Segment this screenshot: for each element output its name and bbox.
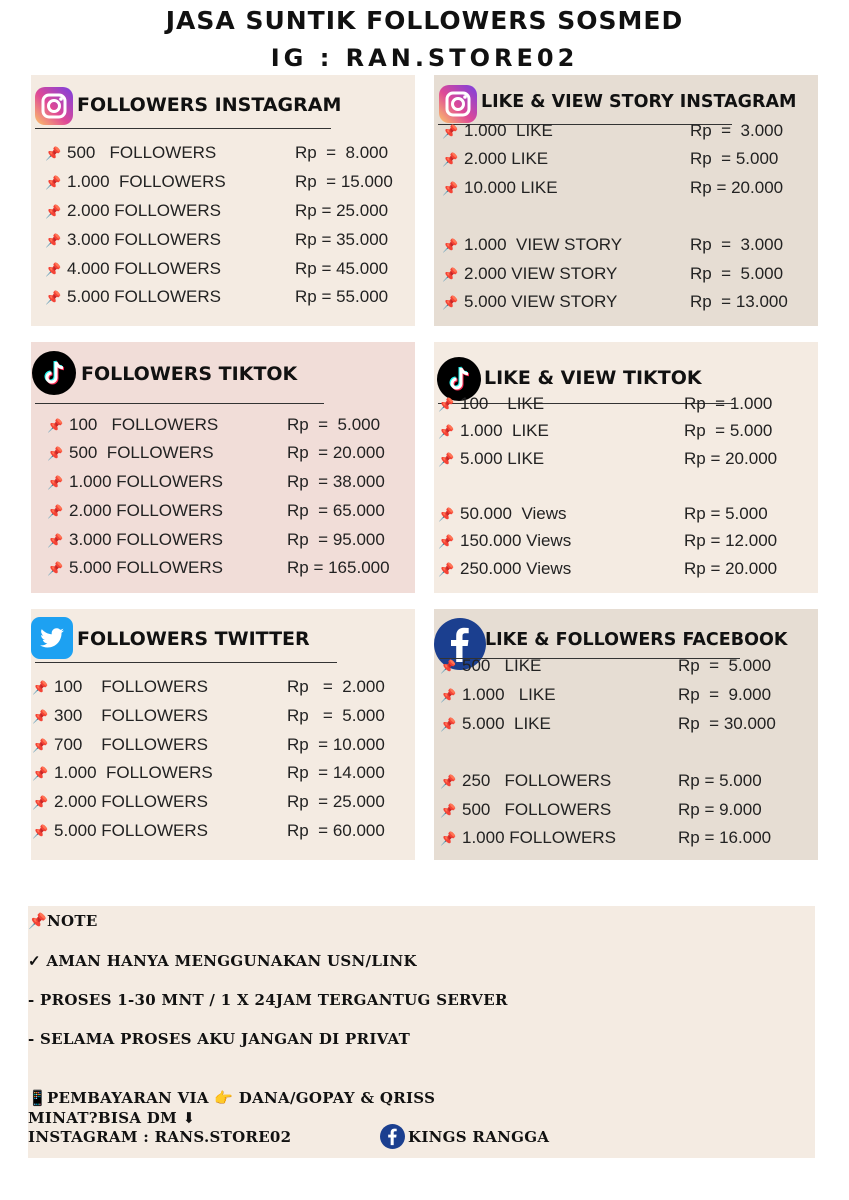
list-item bbox=[47, 443, 214, 463]
list-item bbox=[32, 677, 208, 697]
panel-title: LIKE & VIEW TIKTOK bbox=[484, 367, 702, 389]
panel-title: FOLLOWERS INSTAGRAM bbox=[77, 94, 342, 116]
item-price: Rp = 15.000 bbox=[295, 172, 393, 191]
pushpin-icon: 📌 bbox=[47, 504, 64, 519]
item-price: Rp = 45.000 bbox=[295, 259, 389, 278]
payment-info: 📱PEMBAYARAN VIA 👉 DANA/GOPAY & QRISS bbox=[28, 1089, 436, 1107]
item-label: 1.000 LIKE bbox=[462, 685, 556, 704]
list-item bbox=[440, 828, 616, 848]
item-label: 1.000 FOLLOWERS bbox=[67, 172, 226, 191]
item-label: 300 FOLLOWERS bbox=[54, 706, 208, 725]
list-item bbox=[32, 821, 208, 841]
list-item bbox=[438, 421, 549, 441]
pushpin-icon: 📌 bbox=[47, 533, 64, 548]
note-heading: 📌NOTE bbox=[28, 912, 98, 930]
panel-title: LIKE & VIEW STORY INSTAGRAM bbox=[481, 92, 797, 112]
item-label: 2.000 LIKE bbox=[464, 149, 549, 168]
list-item bbox=[47, 558, 223, 578]
page-subtitle: IG : RAN.STORE02 bbox=[270, 44, 579, 72]
item-price: Rp = 38.000 bbox=[287, 472, 385, 491]
list-item bbox=[47, 501, 223, 521]
list-item bbox=[45, 172, 226, 192]
item-price: Rp = 2.000 bbox=[287, 677, 385, 696]
twitter-followers-panel bbox=[31, 609, 415, 860]
item-label: 500 FOLLOWERS bbox=[462, 800, 612, 819]
item-label: 1.000 FOLLOWERS bbox=[54, 763, 213, 782]
list-item bbox=[440, 656, 541, 676]
item-price: Rp = 3.000 bbox=[690, 235, 784, 254]
list-item bbox=[47, 472, 223, 492]
item-price: Rp = 30.000 bbox=[678, 714, 776, 733]
pushpin-icon: 📌 bbox=[47, 418, 64, 433]
item-label: 2.000 FOLLOWERS bbox=[69, 501, 224, 520]
list-item bbox=[47, 415, 218, 435]
item-price: Rp = 8.000 bbox=[295, 143, 389, 162]
item-label: 2.000 FOLLOWERS bbox=[54, 792, 209, 811]
item-label: 150.000 Views bbox=[460, 531, 572, 550]
list-item bbox=[45, 143, 216, 163]
panel-title: FOLLOWERS TIKTOK bbox=[81, 363, 298, 385]
item-price: Rp = 10.000 bbox=[287, 735, 385, 754]
item-price: Rp = 14.000 bbox=[287, 763, 385, 782]
divider bbox=[35, 403, 324, 404]
list-item bbox=[438, 504, 566, 524]
pushpin-icon: 📌 bbox=[45, 175, 62, 190]
list-item bbox=[45, 287, 221, 307]
item-label: 5.000 LIKE bbox=[462, 714, 551, 733]
note-panel bbox=[28, 906, 815, 1158]
page-title: JASA SUNTIK FOLLOWERS SOSMED bbox=[165, 6, 684, 35]
item-price: Rp = 13.000 bbox=[690, 292, 788, 311]
pushpin-icon: 📌 bbox=[438, 397, 455, 412]
list-item bbox=[442, 178, 558, 198]
item-label: 1.000 LIKE bbox=[460, 421, 549, 440]
item-price: Rp = 20.000 bbox=[690, 178, 784, 197]
item-price: Rp = 3.000 bbox=[690, 121, 784, 140]
list-item bbox=[32, 792, 208, 812]
item-label: 100 LIKE bbox=[460, 394, 545, 413]
item-price: Rp = 9.000 bbox=[678, 685, 772, 704]
item-price: Rp = 5.000 bbox=[287, 415, 381, 434]
list-item bbox=[45, 201, 221, 221]
pushpin-icon: 📌 bbox=[45, 204, 62, 219]
list-item bbox=[438, 531, 571, 551]
list-item bbox=[442, 121, 553, 141]
item-label: 2.000 FOLLOWERS bbox=[67, 201, 222, 220]
dm-prompt: MINAT?BISA DM ⬇ bbox=[28, 1109, 196, 1127]
item-price: Rp = 165.000 bbox=[287, 558, 390, 577]
pushpin-icon: 📌 bbox=[442, 295, 459, 310]
pushpin-icon: 📌 bbox=[47, 446, 64, 461]
item-label: 5.000 FOLLOWERS bbox=[69, 558, 224, 577]
pushpin-icon: 📌 bbox=[440, 831, 457, 846]
pushpin-icon: 📌 bbox=[45, 290, 62, 305]
pushpin-icon: 📌 bbox=[45, 146, 62, 161]
pushpin-icon: 📌 bbox=[32, 680, 49, 695]
pushpin-icon: 📌 bbox=[32, 738, 49, 753]
pushpin-icon: 📌 bbox=[440, 688, 457, 703]
note-line: ✓ AMAN HANYA MENGGUNAKAN USN/LINK bbox=[28, 952, 417, 970]
facebook-panel bbox=[434, 609, 818, 860]
item-label: 100 FOLLOWERS bbox=[54, 677, 208, 696]
item-price: Rp = 5.000 bbox=[690, 149, 779, 168]
item-price: Rp = 5.000 bbox=[690, 264, 784, 283]
item-price: Rp = 95.000 bbox=[287, 530, 385, 549]
item-price: Rp = 25.000 bbox=[295, 201, 389, 220]
instagram-like-panel bbox=[434, 75, 818, 326]
twitter-icon bbox=[31, 617, 73, 659]
item-label: 5.000 FOLLOWERS bbox=[54, 821, 209, 840]
item-label: 5.000 LIKE bbox=[460, 449, 545, 468]
item-price: Rp = 25.000 bbox=[287, 792, 385, 811]
item-label: 1.000 FOLLOWERS bbox=[69, 472, 224, 491]
pushpin-icon: 📌 bbox=[440, 717, 457, 732]
facebook-contact: KINGS RANGGA bbox=[408, 1128, 550, 1146]
item-label: 5.000 VIEW STORY bbox=[464, 292, 618, 311]
item-label: 1.000 LIKE bbox=[464, 121, 553, 140]
item-label: 3.000 FOLLOWERS bbox=[67, 230, 222, 249]
pushpin-icon: 📌 bbox=[440, 803, 457, 818]
item-label: 500 FOLLOWERS bbox=[69, 443, 214, 462]
item-label: 2.000 VIEW STORY bbox=[464, 264, 618, 283]
list-item bbox=[32, 763, 213, 783]
item-label: 250.000 Views bbox=[460, 559, 572, 578]
item-price: Rp = 20.000 bbox=[287, 443, 385, 462]
instagram-followers-panel bbox=[31, 75, 415, 326]
pushpin-icon: 📌 bbox=[440, 659, 457, 674]
divider bbox=[35, 662, 337, 663]
pushpin-icon: 📌 bbox=[32, 824, 49, 839]
pushpin-icon: 📌 bbox=[440, 774, 457, 789]
list-item bbox=[45, 259, 221, 279]
tiktok-followers-panel bbox=[31, 342, 415, 593]
item-price: Rp = 35.000 bbox=[295, 230, 389, 249]
tiktok-like-panel bbox=[434, 342, 818, 593]
list-item bbox=[32, 735, 208, 755]
item-label: 3.000 FOLLOWERS bbox=[69, 530, 224, 549]
pushpin-icon: 📌 bbox=[47, 561, 64, 576]
note-line: - PROSES 1-30 MNT / 1 X 24JAM TERGANTUG SERVER bbox=[28, 991, 508, 1009]
item-label: 1.000 FOLLOWERS bbox=[462, 828, 617, 847]
pushpin-icon: 📌 bbox=[32, 766, 49, 781]
pushpin-icon: 📌 bbox=[442, 124, 459, 139]
list-item bbox=[438, 559, 571, 579]
item-label: 4.000 FOLLOWERS bbox=[67, 259, 222, 278]
pushpin-icon: 📌 bbox=[442, 181, 459, 196]
item-price: Rp = 16.000 bbox=[678, 828, 772, 847]
item-price: Rp = 5.000 bbox=[684, 421, 773, 440]
item-label: 5.000 FOLLOWERS bbox=[67, 287, 222, 306]
item-price: Rp = 5.000 bbox=[678, 656, 772, 675]
pushpin-icon: 📌 bbox=[32, 795, 49, 810]
list-item bbox=[32, 706, 208, 726]
pushpin-icon: 📌 bbox=[442, 152, 459, 167]
item-label: 500 LIKE bbox=[462, 656, 542, 675]
pushpin-icon: 📌 bbox=[45, 262, 62, 277]
facebook-icon bbox=[380, 1124, 405, 1149]
item-price: Rp = 5.000 bbox=[684, 504, 768, 523]
pushpin-icon: 📌 bbox=[438, 507, 455, 522]
tiktok-icon bbox=[32, 351, 76, 395]
item-price: Rp = 9.000 bbox=[678, 800, 762, 819]
pushpin-icon: 📌 bbox=[438, 562, 455, 577]
pushpin-icon: 📌 bbox=[32, 709, 49, 724]
list-item bbox=[440, 771, 611, 791]
instagram-icon bbox=[438, 84, 478, 124]
item-label: 10.000 LIKE bbox=[464, 178, 558, 197]
list-item bbox=[440, 685, 556, 705]
item-label: 50.000 Views bbox=[460, 504, 567, 523]
pushpin-icon: 📌 bbox=[442, 238, 459, 253]
panel-title: FOLLOWERS TWITTER bbox=[77, 628, 310, 650]
pushpin-icon: 📌 bbox=[442, 267, 459, 282]
item-label: 1.000 VIEW STORY bbox=[464, 235, 623, 254]
list-item bbox=[440, 714, 551, 734]
instagram-icon bbox=[34, 86, 74, 126]
item-label: 100 FOLLOWERS bbox=[69, 415, 219, 434]
item-price: Rp = 20.000 bbox=[684, 449, 778, 468]
list-item bbox=[442, 292, 617, 312]
list-item bbox=[45, 230, 221, 250]
item-label: 700 FOLLOWERS bbox=[54, 735, 208, 754]
pushpin-icon: 📌 bbox=[45, 233, 62, 248]
item-price: Rp = 5.000 bbox=[287, 706, 385, 725]
note-line: - SELAMA PROSES AKU JANGAN DI PRIVAT bbox=[28, 1030, 411, 1048]
list-item bbox=[438, 449, 544, 469]
list-item bbox=[442, 235, 622, 255]
item-price: Rp = 5.000 bbox=[678, 771, 762, 790]
item-price: Rp = 20.000 bbox=[684, 559, 778, 578]
divider bbox=[35, 128, 331, 129]
pushpin-icon: 📌 bbox=[438, 424, 455, 439]
item-price: Rp = 60.000 bbox=[287, 821, 385, 840]
item-price: Rp = 12.000 bbox=[684, 531, 778, 550]
list-item bbox=[442, 264, 617, 284]
item-label: 250 FOLLOWERS bbox=[462, 771, 612, 790]
list-item bbox=[440, 800, 611, 820]
list-item bbox=[47, 530, 223, 550]
list-item bbox=[442, 149, 548, 169]
pushpin-icon: 📌 bbox=[438, 452, 455, 467]
list-item bbox=[438, 394, 544, 414]
item-label: 500 FOLLOWERS bbox=[67, 143, 217, 162]
pushpin-icon: 📌 bbox=[438, 534, 455, 549]
item-price: Rp = 1.000 bbox=[684, 394, 773, 413]
panel-title: LIKE & FOLLOWERS FACEBOOK bbox=[485, 630, 788, 650]
pushpin-icon: 📌 bbox=[47, 475, 64, 490]
item-price: Rp = 55.000 bbox=[295, 287, 389, 306]
instagram-contact: INSTAGRAM : RANS.STORE02 bbox=[28, 1128, 292, 1146]
item-price: Rp = 65.000 bbox=[287, 501, 385, 520]
